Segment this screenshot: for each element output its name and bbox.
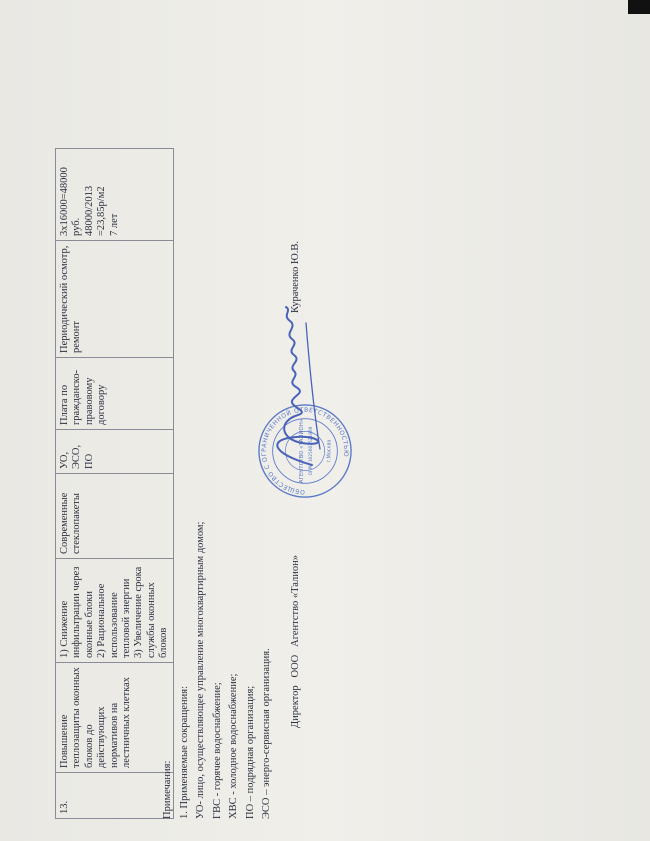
- cell-responsible: УО, ЭСО, ПО: [56, 430, 174, 474]
- cell-technology: Современные стеклопакеты: [56, 474, 174, 559]
- table-row: [56, 149, 174, 819]
- abbreviation-item: ЭСО – энерго-сервисная организация.: [261, 648, 273, 819]
- cell-row-number: 13.: [56, 773, 174, 819]
- stamp-city: г.Москва: [326, 439, 333, 463]
- notes-block: [160, 522, 276, 819]
- notes-heading: Примечания:: [162, 760, 173, 819]
- abbreviation-item: ХВС - холодное водоснабжение;: [228, 673, 240, 819]
- goal-item: 2) Рациональное использование тепловой энергии: [96, 578, 132, 658]
- org-form: ООО: [290, 654, 301, 678]
- cell-periodicity: Периодический осмотр, ремонт: [56, 241, 174, 358]
- notes-subheading: 1. Применяемые сокращения:: [178, 685, 190, 819]
- stamp-outer-text: ОБЩЕСТВО С ОГРАНИЧЕННОЙ ОТВЕТСТВЕННОСТЬЮ: [260, 406, 350, 496]
- stamp-ogrn: ОГРН 1025003521869: [308, 426, 314, 476]
- stamp-inner-text: АГЕНТСТВО «ТАЛИОН»: [299, 418, 306, 484]
- cost-line: 3х16000=48000 руб.: [59, 167, 83, 236]
- org-name: Агентство «Талион»: [290, 555, 301, 647]
- cell-financing: Плата по гражданско-правовому договору: [56, 358, 174, 430]
- cost-line: 7 лет: [108, 213, 120, 236]
- measures-table: [55, 148, 174, 819]
- goal-item: 3) Увеличение срока службы оконных блоков: [133, 566, 169, 658]
- cell-measure-title: Повышение теплозащиты оконных блоков до действующих нормативов на лестничных клетках: [56, 663, 174, 773]
- cell-goals: [56, 559, 174, 663]
- signatory-name: Кураченко Ю.В.: [290, 240, 301, 313]
- cost-line: 48000/2013 =23,85р/м2: [83, 185, 108, 236]
- handwritten-signature: [250, 303, 340, 476]
- abbreviation-item: ГВС - горячее водоснабжение;: [211, 682, 223, 819]
- signature-position: [290, 555, 301, 728]
- goal-item: 1) Снижение инфильтрации через оконные блоки: [59, 566, 95, 658]
- position-title: Директор: [290, 685, 301, 728]
- abbreviation-item: ПО – подрядная организация;: [244, 685, 256, 819]
- abbreviation-item: УО- лицо, осуществляющее управление многоквартирным домом;: [195, 521, 207, 819]
- cell-cost: [56, 149, 174, 241]
